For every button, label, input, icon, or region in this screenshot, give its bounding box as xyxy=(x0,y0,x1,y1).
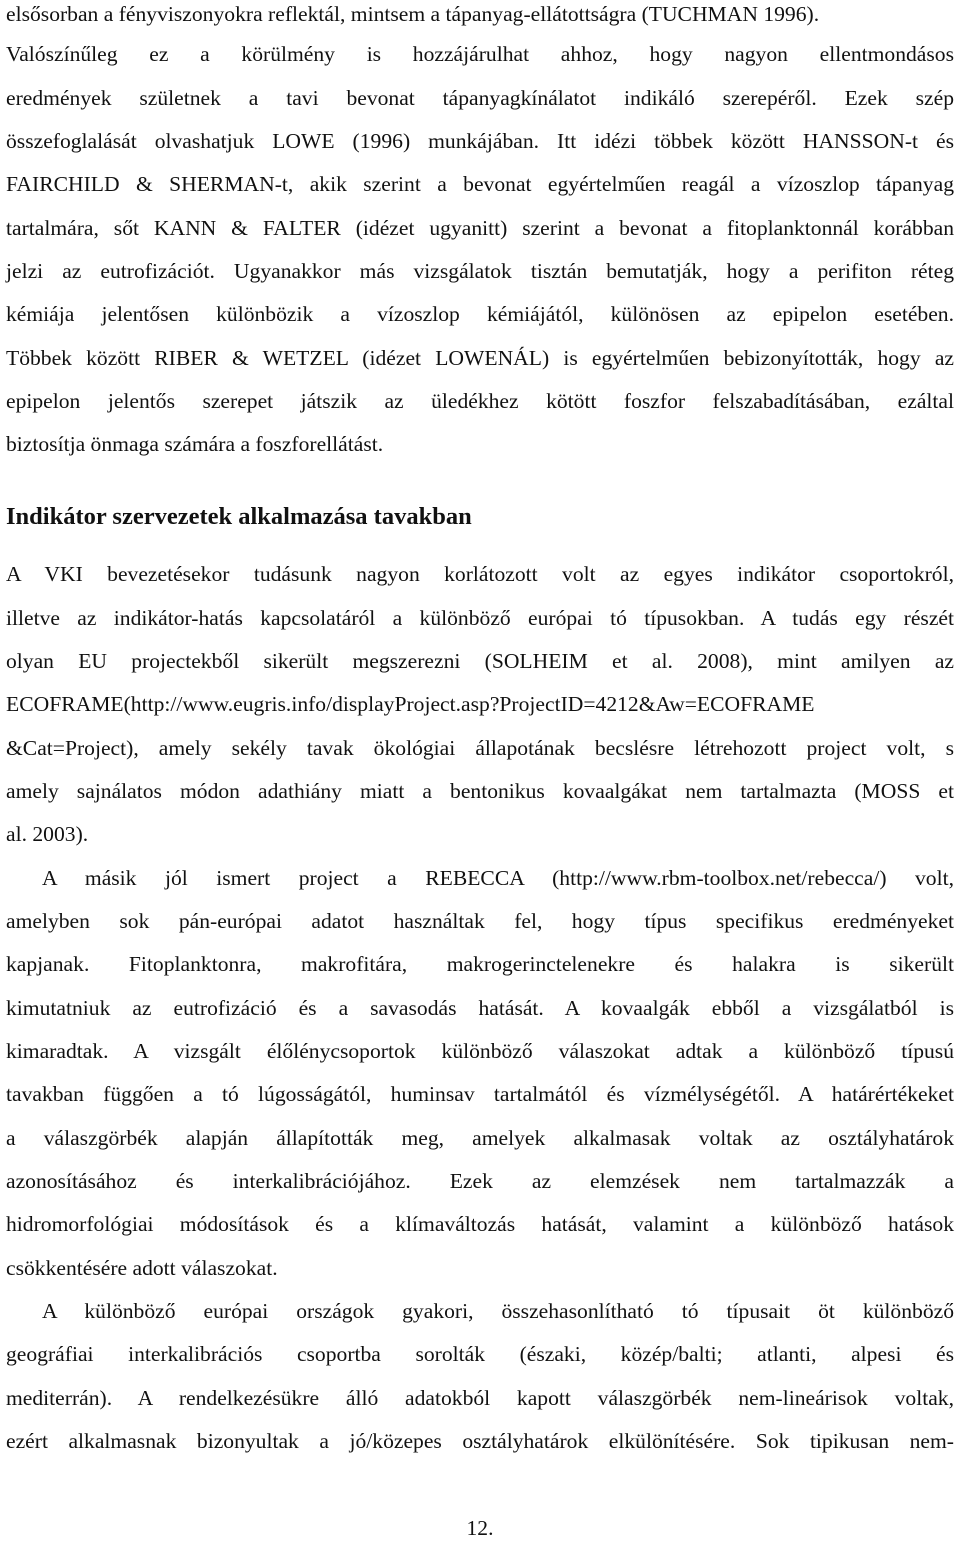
text-line: &Cat=Project), amely sekély tavak ökológiai állapotának becslésre létrehozott project volt, s xyxy=(6,736,954,760)
text-line: kapjanak. Fitoplanktonra, makrofitára, makrogerinctelenekre és halakra is sikerült xyxy=(6,952,954,976)
text-line: illetve az indikátor-hatás kapcsolatáról a különböző európai tó típusokban. A tudás egy részét xyxy=(6,606,954,630)
text-line: biztosítja önmaga számára a foszforellátást. xyxy=(6,432,384,456)
text-line: olyan EU projectekből sikerült megszerezni (SOLHEIM et al. 2008), mint amilyen az xyxy=(6,649,954,673)
text-line: A VKI bevezetésekor tudásunk nagyon korlátozott volt az egyes indikátor csoportokról, xyxy=(6,562,954,586)
text-line: a válaszgörbék alapján állapították meg, amelyek alkalmasak voltak az osztályhatárok xyxy=(6,1126,954,1150)
text-line: tavakban függően a tó lúgosságától, huminsav tartalmától és vízmélységétől. A határértékeket xyxy=(6,1082,954,1106)
text-line: mediterrán). A rendelkezésükre álló adatokból kapott válaszgörbék nem-lineárisok voltak, xyxy=(6,1386,954,1410)
text-line: A másik jól ismert project a REBECCA (http://www.rbm-toolbox.net/rebecca/) volt, xyxy=(42,866,954,890)
text-line: A különböző európai országok gyakori, összehasonlítható tó típusait öt különböző xyxy=(42,1299,954,1323)
text-line: azonosításához és interkalibrációjához. Ezek az elemzések nem tartalmazzák a xyxy=(6,1169,954,1193)
text-line: ezért alkalmasnak bizonyultak a jó/közepes osztályhatárok elkülönítésére. Sok tipikusan nem- xyxy=(6,1429,954,1453)
text-line: Többek között RIBER & WETZEL (idézet LOWENÁL) is egyértelműen bebizonyították, hogy az xyxy=(6,346,954,370)
text-line: kémiája jelentősen különbözik a vízoszlop kémiájától, különösen az epipelon esetében. xyxy=(6,302,954,326)
text-line: kimaradtak. A vizsgált élőlénycsoportok különböző válaszokat adtak a különböző típusú xyxy=(6,1039,954,1063)
section-heading: Indikátor szervezetek alkalmazása tavakban xyxy=(6,503,472,530)
text-line: tartalmára, sőt KANN & FALTER (idézet ugyanitt) szerint a bevonat a fitoplanktonnál korábban xyxy=(6,216,954,240)
text-line: amelyben sok pán-európai adatot használtak fel, hogy típus specifikus eredményeket xyxy=(6,909,954,933)
text-line: al. 2003). xyxy=(6,822,89,846)
text-line: összefoglalását olvashatjuk LOWE (1996) munkájában. Itt idézi többek között HANSSON-t és xyxy=(6,129,954,153)
text-line: elsősorban a fényviszonyokra reflektál, mintsem a tápanyag-ellátottságra (TUCHMAN 1996). xyxy=(6,2,820,26)
text-line: kimutatniuk az eutrofizáció és a savasodás hatását. A kovaalgák ebből a vizsgálatból is xyxy=(6,996,954,1020)
text-line: jelzi az eutrofizációt. Ugyanakkor más vizsgálatok tisztán bemutatják, hogy a perifiton réteg xyxy=(6,259,954,283)
text-line: amely sajnálatos módon adathiány miatt a bentonikus kovaalgákat nem tartalmazta (MOSS et xyxy=(6,779,954,803)
text-line: csökkentésére adott válaszokat. xyxy=(6,1256,278,1280)
text-line: Valószínűleg ez a körülmény is hozzájárulhat ahhoz, hogy nagyon ellentmondásos xyxy=(6,42,954,66)
text-line: hidromorfológiai módosítások és a klímaváltozás hatását, valamint a különböző hatások xyxy=(6,1212,954,1236)
text-line: ECOFRAME(http://www.eugris.info/displayProject.asp?ProjectID=4212&Aw=ECOFRAME xyxy=(6,692,815,716)
text-line: epipelon jelentős szerepet játszik az üledékhez kötött foszfor felszabadításában, ezáltal xyxy=(6,389,954,413)
text-line: FAIRCHILD & SHERMAN-t, akik szerint a bevonat egyértelműen reagál a vízoszlop tápanyag xyxy=(6,172,954,196)
text-line: eredmények születnek a tavi bevonat tápanyagkínálatot indikáló szerepéről. Ezek szép xyxy=(6,86,954,110)
text-line: geográfiai interkalibrációs csoportba sorolták (északi, közép/balti; atlanti, alpesi és xyxy=(6,1342,954,1366)
page-number: 12. xyxy=(466,1516,494,1540)
